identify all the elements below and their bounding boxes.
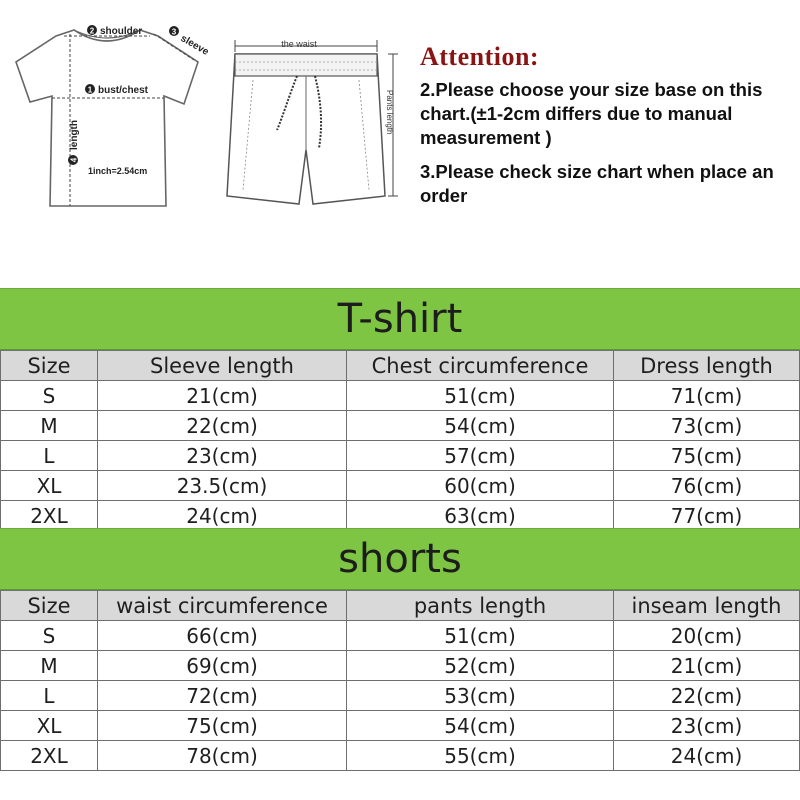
- tshirt-table: [0, 350, 800, 531]
- header-waist-circumference: waist circumference: [98, 591, 347, 621]
- attention-notes: [420, 42, 790, 208]
- tshirt-size-table: [0, 288, 800, 531]
- shorts-table: [0, 590, 800, 771]
- cell-size: L: [1, 441, 98, 471]
- cell-inseam-length: 24(cm): [614, 741, 800, 771]
- cell-size: S: [1, 381, 98, 411]
- table-header-row: [1, 351, 800, 381]
- shorts-table-title-band: [0, 528, 800, 590]
- cell-size: 2XL: [1, 741, 98, 771]
- header-inseam-length: inseam length: [614, 591, 800, 621]
- cell-dress-length: 73(cm): [614, 411, 800, 441]
- table-row: [1, 441, 800, 471]
- cell-size: S: [1, 621, 98, 651]
- cell-inseam-length: 21(cm): [614, 651, 800, 681]
- table-row: [1, 711, 800, 741]
- size-illustrations: [0, 0, 800, 285]
- cell-size: M: [1, 411, 98, 441]
- cell-size: L: [1, 681, 98, 711]
- label-sleeve: sleeve: [178, 33, 211, 58]
- attention-note-check-chart: 3.Please check size chart when place an order: [420, 161, 774, 206]
- tshirt-table-title-band: [0, 288, 800, 350]
- header-size: Size: [1, 591, 98, 621]
- label-length: length: [69, 120, 80, 150]
- tshirt-table-title: T-shirt: [337, 296, 463, 342]
- cell-sleeve-length: 23.5(cm): [98, 471, 347, 501]
- cell-pants-length: 52(cm): [347, 651, 614, 681]
- cell-sleeve-length: 24(cm): [98, 501, 347, 531]
- cell-chest-circumference: 51(cm): [347, 381, 614, 411]
- attention-title: Attention:: [420, 42, 540, 71]
- table-header-row: [1, 591, 800, 621]
- header-sleeve-length: Sleeve length: [98, 351, 347, 381]
- table-row: [1, 501, 800, 531]
- cell-chest-circumference: 63(cm): [347, 501, 614, 531]
- table-row: [1, 621, 800, 651]
- header-size: Size: [1, 351, 98, 381]
- cell-size: M: [1, 651, 98, 681]
- cell-pants-length: 51(cm): [347, 621, 614, 651]
- cell-sleeve-length: 21(cm): [98, 381, 347, 411]
- cell-waist-circumference: 66(cm): [98, 621, 347, 651]
- table-row: [1, 681, 800, 711]
- cell-sleeve-length: 23(cm): [98, 441, 347, 471]
- header-chest-circumference: Chest circumference: [347, 351, 614, 381]
- cell-waist-circumference: 69(cm): [98, 651, 347, 681]
- cell-pants-length: 54(cm): [347, 711, 614, 741]
- marker-length-num: 4: [69, 157, 79, 163]
- table-row: [1, 471, 800, 501]
- cell-chest-circumference: 60(cm): [347, 471, 614, 501]
- tshirt-drawing: [8, 0, 211, 220]
- cell-inseam-length: 23(cm): [614, 711, 800, 741]
- cell-waist-circumference: 75(cm): [98, 711, 347, 741]
- cell-dress-length: 75(cm): [614, 441, 800, 471]
- cell-size: 2XL: [1, 501, 98, 531]
- marker-shoulder-num: 2: [89, 26, 95, 36]
- cell-size: XL: [1, 471, 98, 501]
- cell-size: XL: [1, 711, 98, 741]
- shorts-drawing: [205, 0, 405, 225]
- label-shoulder: shoulder: [100, 26, 143, 37]
- cell-sleeve-length: 22(cm): [98, 411, 347, 441]
- cell-waist-circumference: 78(cm): [98, 741, 347, 771]
- cell-dress-length: 76(cm): [614, 471, 800, 501]
- cell-waist-circumference: 72(cm): [98, 681, 347, 711]
- shorts-diagram: [205, 0, 405, 225]
- cell-inseam-length: 22(cm): [614, 681, 800, 711]
- shorts-size-table: [0, 528, 800, 771]
- header-pants-length: pants length: [347, 591, 614, 621]
- marker-sleeve-num: 3: [171, 27, 177, 37]
- table-row: [1, 651, 800, 681]
- marker-bust-num: 1: [87, 85, 93, 95]
- table-row: [1, 411, 800, 441]
- cell-pants-length: 53(cm): [347, 681, 614, 711]
- tshirt-diagram: [8, 0, 211, 220]
- shorts-table-title: shorts: [338, 536, 462, 582]
- label-waist: the waist: [281, 39, 317, 49]
- header-dress-length: Dress length: [614, 351, 800, 381]
- attention-note-size-base: 2.Please choose your size base on this chart.(±1-2cm differs due to manual measurement ): [420, 79, 763, 148]
- cell-dress-length: 77(cm): [614, 501, 800, 531]
- cell-inseam-length: 20(cm): [614, 621, 800, 651]
- table-row: [1, 741, 800, 771]
- cell-pants-length: 55(cm): [347, 741, 614, 771]
- label-inch-note: 1inch=2.54cm: [88, 166, 148, 176]
- cell-chest-circumference: 57(cm): [347, 441, 614, 471]
- label-bust-chest: bust/chest: [98, 85, 149, 96]
- cell-dress-length: 71(cm): [614, 381, 800, 411]
- label-pants-length: Pants length: [385, 90, 394, 135]
- table-row: [1, 381, 800, 411]
- cell-chest-circumference: 54(cm): [347, 411, 614, 441]
